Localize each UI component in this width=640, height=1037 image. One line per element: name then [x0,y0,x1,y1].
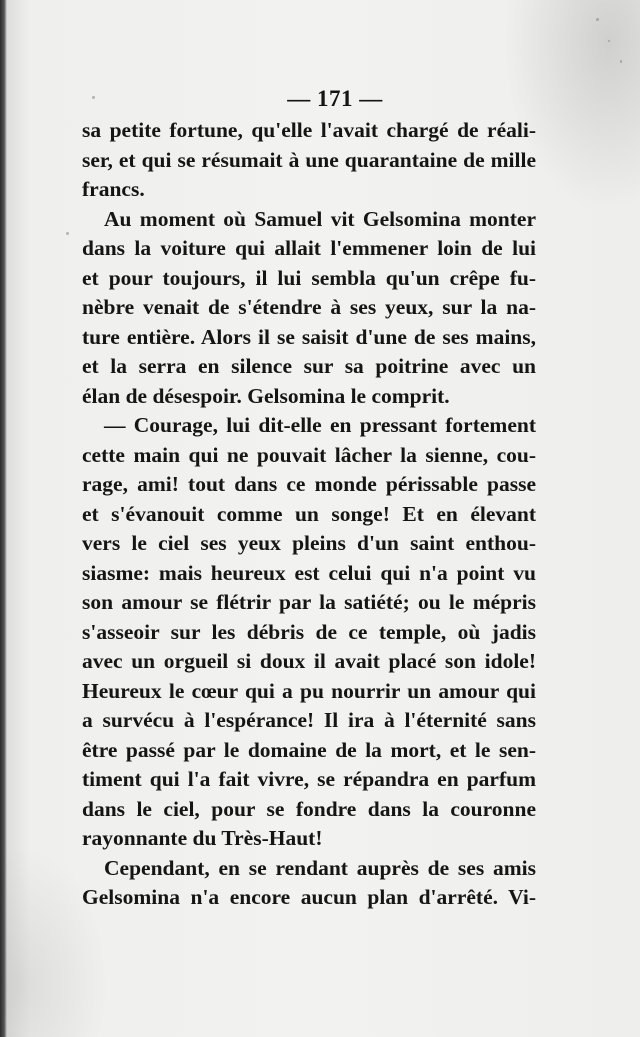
text-line: son amour se flétrir par la satiété; ou le mépris [82,590,536,614]
text-line: Cependant, en se rendant auprès de ses amis [104,855,536,880]
paper-speck [66,232,69,235]
text-line: ser, et qui se résumait à une quarantaine de mille [82,147,536,172]
body-text [82,116,536,913]
text-line: avec un orgueil si doux il avait placé son idole! [82,649,536,673]
text-line: sa petite fortune, qu'elle l'avait chargé de réali- [82,118,536,142]
text-line: rage, ami! tout dans ce monde périssable passe [82,472,536,496]
text-line: et s'évanouit comme un songe! Et en élevant [82,501,536,526]
paper-speck [620,60,622,63]
text-line: et pour toujours, il lui sembla qu'un crêpe fu- [82,265,536,290]
text-line: timent qui l'a fait vivre, se répandra en parfum [82,767,536,791]
text-line: vers le ciel ses yeux pleins d'un saint enthou- [82,531,536,555]
text-line: dans la voiture qui allait l'emmener loin de lui [82,236,536,260]
text-line: a survécu à l'espérance! Il ira à l'éternité sans [82,708,536,732]
text-line: — Courage, lui dit-elle en pressant fortement [104,413,536,437]
text-line: siasme: mais heureux est celui qui n'a point vu [82,560,536,585]
text-line: francs. [82,177,145,201]
text-line: être passé par le domaine de la mort, et le sen- [82,737,536,762]
text-line: dans le ciel, pour se fondre dans la couronne [82,796,536,821]
text-line: Au moment où Samuel vit Gelsomina monter [104,206,536,231]
page-number: — 171 — [287,86,383,111]
text-line: Heureux le cœur qui a pu nourrir un amour qui [82,678,536,703]
text-line: et la serra en silence sur sa poitrine avec un [82,354,536,378]
text-line: rayonnante du Très-Haut! [82,826,323,850]
text-line: Gelsomina n'a encore aucun plan d'arrêté. Vi- [82,885,536,909]
paper-speck [608,40,610,42]
text-line: élan de désespoir. Gelsomina le comprit. [82,383,450,408]
text-line: s'asseoir sur les débris de ce temple, où jadis [82,619,536,644]
text-line: nèbre venait de s'étendre à ses yeux, sur la na- [82,295,536,319]
text-line: cette main qui ne pouvait lâcher la sienne, cou- [82,442,536,467]
paper-speck [596,18,599,21]
page-binding-edge [0,0,7,1037]
text-line: ture entière. Alors il se saisit d'une de ses mains, [82,324,536,349]
